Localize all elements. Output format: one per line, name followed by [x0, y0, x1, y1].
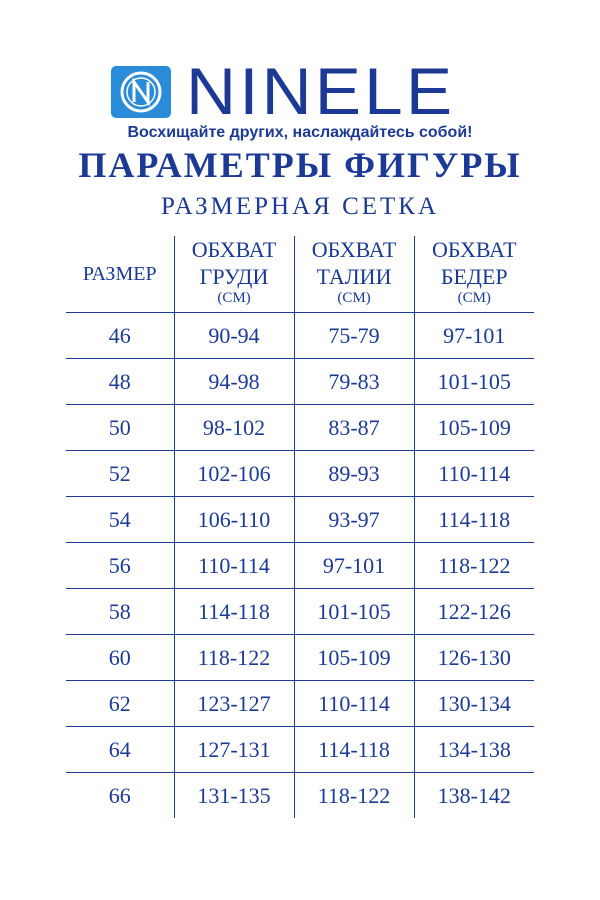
size-cell: 60	[66, 635, 174, 681]
chest-cell: 98-102	[174, 405, 294, 451]
hips-cell: 97-101	[414, 313, 534, 359]
waist-cell: 75-79	[294, 313, 414, 359]
table-row	[66, 359, 534, 405]
header-chest-line1: ОБХВАТ	[191, 237, 277, 262]
hips-cell: 138-142	[414, 773, 534, 819]
page-title: ПАРАМЕТРЫ ФИГУРЫ	[78, 145, 522, 185]
size-cell: 54	[66, 497, 174, 543]
chest-cell: 123-127	[174, 681, 294, 727]
chest-cell: 102-106	[174, 451, 294, 497]
waist-cell: 110-114	[294, 681, 414, 727]
size-cell: 56	[66, 543, 174, 589]
size-cell: 64	[66, 727, 174, 773]
size-cell: 66	[108, 782, 131, 808]
waist-cell: 89-93	[294, 451, 414, 497]
hips-cell: 118-122	[414, 543, 534, 589]
table-row	[66, 773, 534, 819]
waist-cell: 118-122	[294, 773, 414, 819]
header-waist-line1: ОБХВАТ	[311, 237, 397, 262]
chest-cell: 131-135	[174, 773, 294, 819]
table-row	[66, 497, 534, 543]
chest-cell: 94-98	[174, 359, 294, 405]
table-header-row	[66, 236, 534, 313]
chest-cell: 106-110	[174, 497, 294, 543]
hips-cell: 130-134	[414, 681, 534, 727]
waist-cell: 93-97	[294, 497, 414, 543]
brand-tagline: Восхищайте других, наслаждайтесь собой!	[127, 124, 473, 141]
hips-cell: 105-109	[414, 405, 534, 451]
hips-cell: 110-114	[414, 451, 534, 497]
header-chest	[174, 236, 294, 313]
size-cell: 46	[66, 313, 174, 359]
header-hips-unit: (СМ)	[457, 290, 491, 306]
waist-cell: 79-83	[294, 359, 414, 405]
logo-icon	[111, 66, 171, 118]
header-waist	[294, 236, 414, 313]
chest-cell: 90-94	[174, 313, 294, 359]
header-size: РАЗМЕР	[66, 236, 174, 313]
page-subtitle: РАЗМЕРНАЯ СЕТКА	[160, 193, 440, 220]
header-chest-unit: (СМ)	[217, 290, 251, 306]
size-cell: 58	[66, 589, 174, 635]
header-hips-line2: БЕДЕР	[440, 264, 508, 289]
brand-name: NINELE	[186, 54, 456, 128]
waist-cell: 101-105	[294, 589, 414, 635]
chest-cell: 110-114	[174, 543, 294, 589]
size-cell: 62	[66, 681, 174, 727]
waist-cell: 105-109	[294, 635, 414, 681]
hips-cell: 101-105	[414, 359, 534, 405]
table-row	[66, 313, 534, 359]
table-row	[66, 451, 534, 497]
hips-cell: 122-126	[414, 589, 534, 635]
chest-cell: 127-131	[174, 727, 294, 773]
hips-cell: 126-130	[414, 635, 534, 681]
size-cell: 52	[66, 451, 174, 497]
size-cell: 50	[66, 405, 174, 451]
table-row	[66, 589, 534, 635]
waist-cell: 83-87	[294, 405, 414, 451]
table-row	[66, 681, 534, 727]
table-row	[66, 635, 534, 681]
hips-cell: 114-118	[414, 497, 534, 543]
waist-cell: 114-118	[294, 727, 414, 773]
size-chart-table	[66, 236, 534, 818]
header-hips	[414, 236, 534, 313]
size-cell: 48	[66, 359, 174, 405]
header-waist-unit: (СМ)	[337, 290, 371, 306]
waist-cell: 97-101	[294, 543, 414, 589]
chest-cell: 114-118	[174, 589, 294, 635]
header-hips-line1: ОБХВАТ	[431, 237, 517, 262]
header-chest-line2: ГРУДИ	[199, 264, 269, 289]
table-row	[66, 543, 534, 589]
hips-cell: 134-138	[414, 727, 534, 773]
header-waist-line2: ТАЛИИ	[316, 264, 392, 289]
table-row	[66, 405, 534, 451]
table-row	[66, 727, 534, 773]
chest-cell: 118-122	[174, 635, 294, 681]
